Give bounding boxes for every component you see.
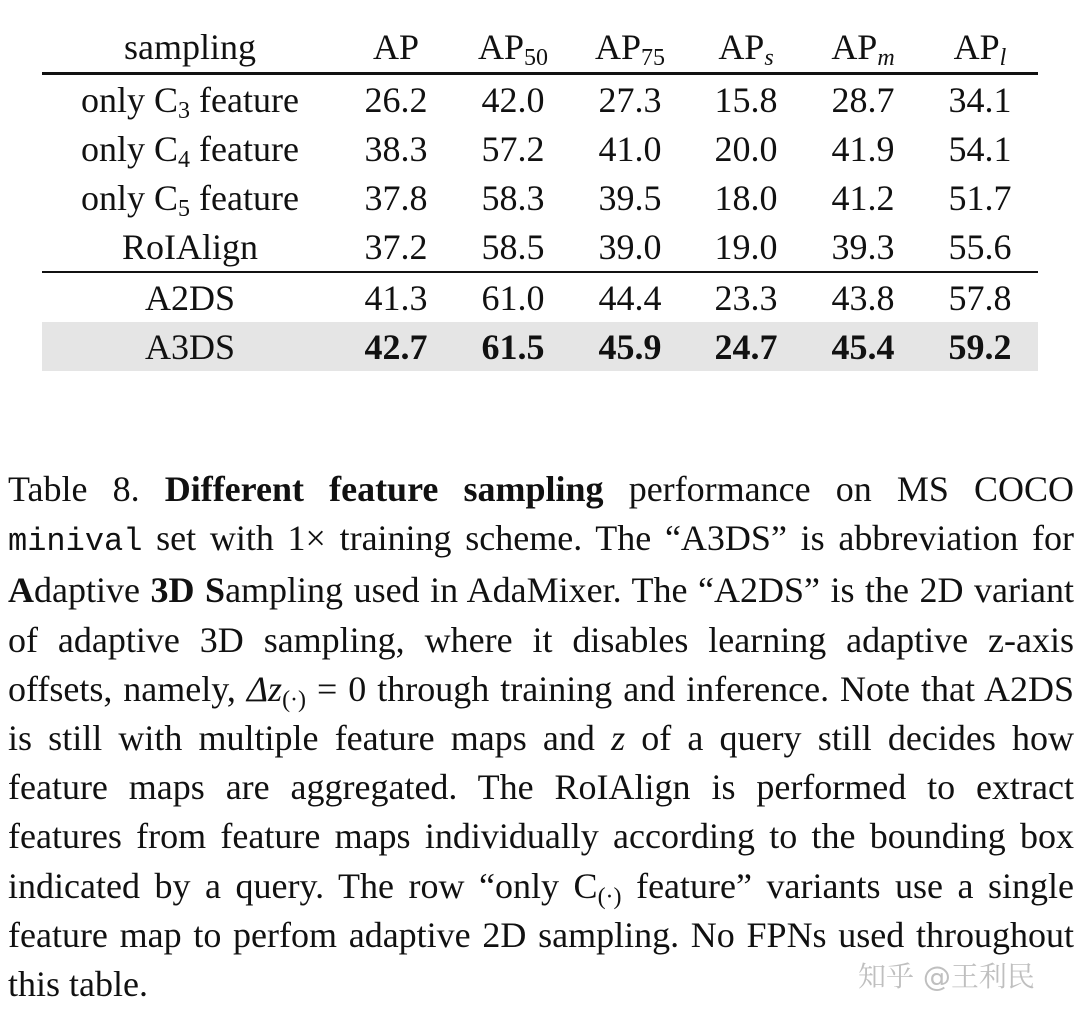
cell-ap50: 58.3 [481,177,545,218]
header-ap75: $AP_{75}$ [572,22,688,74]
table-row [42,74,1038,125]
cell-apm: 41.9 [831,128,895,169]
header-row [42,22,1038,74]
cell-aps: 15.8 [714,79,778,120]
cell-apl: 54.1 [948,128,1012,169]
cell-ap: 41.3 [364,277,428,318]
header-ap50: $AP_{50}$ [454,22,572,74]
row-label: only $C_4$ feature [81,128,299,173]
cell-ap75: 41.0 [598,128,662,169]
cell-ap: 38.3 [364,128,428,169]
caption-title: Different feature sampling [164,469,604,509]
cell-aps: 23.3 [714,277,778,318]
cell-aps: 18.0 [714,177,778,218]
table-row [42,173,1038,222]
cell-ap50: 58.5 [454,222,572,272]
header-aps: APs [688,22,804,74]
cell-apm: 28.7 [831,79,895,120]
cell-ap50: 61.0 [481,277,545,318]
row-label: only $C_3$ feature [81,79,299,124]
cell-ap75: 44.4 [598,277,662,318]
cell-apl: 59.2 [922,322,1038,371]
cell-apl: 57.8 [948,277,1012,318]
cell-ap50: 61.5 [454,322,572,371]
cell-apm: 41.2 [831,177,895,218]
header-apl: APl [922,22,1038,74]
cell-aps: 20.0 [714,128,778,169]
cell-ap: 37.2 [338,222,454,272]
cell-apm: 39.3 [804,222,922,272]
cell-apm: 43.8 [831,277,895,318]
table-row [42,222,1038,272]
header-sampling: sampling [42,22,338,74]
table-row [42,272,1038,322]
caption-table-number: Table 8. [8,469,140,509]
cell-apl: 34.1 [948,79,1012,120]
header-ap: AP [338,22,454,74]
table-caption: Table 8. Different feature sampling performance on MS COCO minival set with 1× training scheme. The “A3DS” is abbreviation for Adaptive 3D Sampling used in AdaMixer. The “A2DS” is the 2D variant of adaptive 3D sampling, where it disables learning adaptive z-axis offsets, namely, $\Delta z_{(\cdot)} = 0$ through training and inference. Note that A2DS is still with multiple feature maps and z of a query still decides how feature maps are aggregated. The RoIAlign is performed to extract features from feature maps individually according to the bounding box indicated by a query. The row “only $C_{(\cdot)}$ feature” variants use a single feature map to perfom adaptive 2D sampling. No FPNs used throughout this table. [8,469,1075,1005]
cell-apl: 55.6 [922,222,1038,272]
cell-ap75: 27.3 [598,79,662,120]
cell-aps: 24.7 [688,322,804,371]
cell-ap50: 57.2 [481,128,545,169]
cell-ap75: 39.0 [572,222,688,272]
cell-ap: 37.8 [364,177,428,218]
cell-aps: 19.0 [688,222,804,272]
table-row [42,124,1038,173]
cell-ap75: 45.9 [572,322,688,371]
cell-ap: 26.2 [364,79,428,120]
results-table [42,22,1038,371]
cell-apm: 45.4 [804,322,922,371]
row-label: only $C_5$ feature [81,177,299,222]
cell-ap50: 42.0 [481,79,545,120]
caption-split-name: minival [8,523,143,561]
cell-apl: 51.7 [948,177,1012,218]
results-table-container [42,22,1038,371]
caption-math-delta: Δz [246,668,283,709]
cell-ap: 42.7 [338,322,454,371]
row-label: A2DS [144,277,236,318]
caption-math-z: z [611,718,626,759]
row-label: RoIAlign [42,222,338,272]
zhihu-watermark: 知乎 @王利民 [858,960,1035,993]
row-label: A3DS [42,322,338,371]
header-apm: APm [804,22,922,74]
cell-ap75: 39.5 [598,177,662,218]
table-row-highlighted [42,322,1038,371]
